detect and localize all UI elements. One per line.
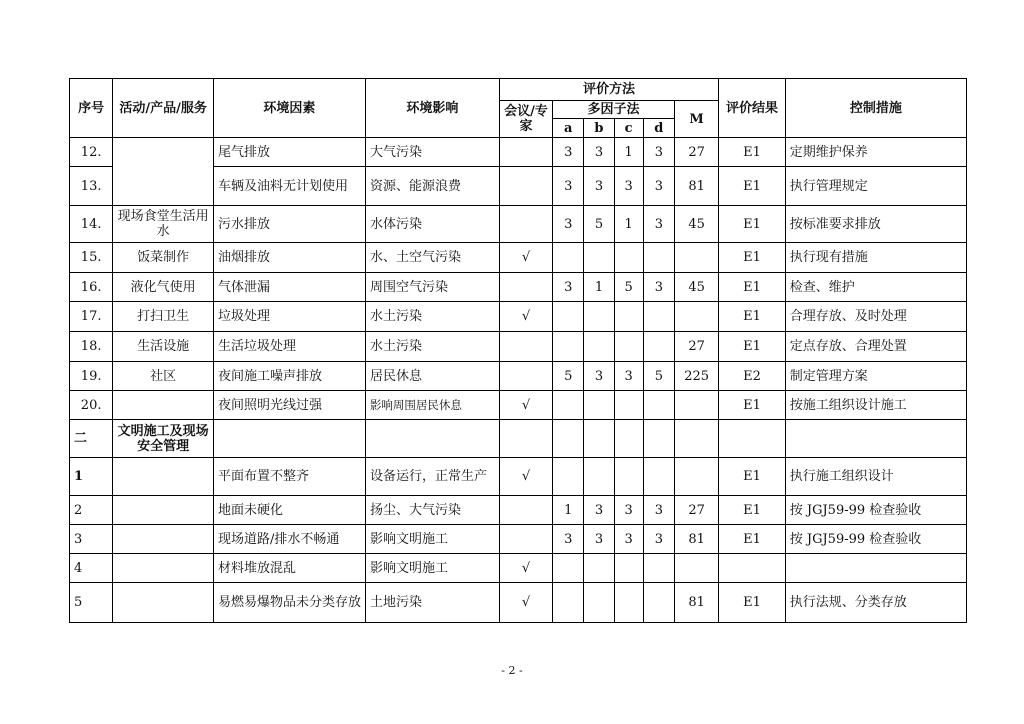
cell-a: 3 — [553, 273, 584, 302]
cell-seq: 16. — [70, 273, 113, 302]
cell-activity: 生活设施 — [113, 332, 214, 362]
cell-factor: 易燃易爆物品未分类存放 — [213, 583, 365, 623]
cell-result: E1 — [719, 206, 785, 243]
cell-meeting — [499, 332, 552, 362]
cell-m — [674, 243, 718, 273]
cell-impact: 水土污染 — [365, 302, 499, 332]
cell-seq: 13. — [70, 167, 113, 206]
header-b: b — [584, 119, 614, 138]
cell-impact: 土地污染 — [365, 583, 499, 623]
cell-control — [785, 554, 966, 583]
cell-d — [643, 583, 674, 623]
cell-factor: 生活垃圾处理 — [213, 332, 365, 362]
cell-activity — [113, 496, 214, 525]
cell-result: E2 — [719, 362, 785, 391]
cell-a — [553, 332, 584, 362]
cell-b — [584, 458, 614, 496]
table-row — [70, 525, 967, 554]
cell-b: 3 — [584, 525, 614, 554]
cell-impact: 影响周围居民休息 — [365, 391, 499, 420]
cell-activity: 现场食堂生活用水 — [113, 206, 214, 243]
cell-seq: 15. — [70, 243, 113, 273]
cell-meeting — [499, 138, 552, 167]
cell-b — [584, 332, 614, 362]
cell-a: 3 — [553, 167, 584, 206]
cell-activity: 液化气使用 — [113, 273, 214, 302]
header-factor: 环境因素 — [213, 79, 365, 138]
cell-control: 定点存放、合理处置 — [785, 332, 966, 362]
cell-activity — [113, 554, 214, 583]
cell-result: E1 — [719, 332, 785, 362]
cell-activity — [113, 138, 214, 206]
header-d: d — [643, 119, 674, 138]
cell-d: 3 — [643, 167, 674, 206]
cell-b — [584, 302, 614, 332]
cell-d — [643, 458, 674, 496]
cell-seq: 3 — [70, 525, 113, 554]
cell-b: 3 — [584, 362, 614, 391]
cell-meeting — [499, 167, 552, 206]
cell-factor: 垃圾处理 — [213, 302, 365, 332]
cell-result: E1 — [719, 273, 785, 302]
cell-meeting — [499, 496, 552, 525]
cell-m — [674, 554, 718, 583]
cell-d — [643, 243, 674, 273]
cell-result — [719, 554, 785, 583]
cell-c — [614, 458, 643, 496]
cell-m: 45 — [674, 206, 718, 243]
cell-c — [614, 332, 643, 362]
cell-a: 3 — [553, 138, 584, 167]
cell-b — [584, 243, 614, 273]
cell-impact: 居民休息 — [365, 362, 499, 391]
cell-factor: 材料堆放混乱 — [213, 554, 365, 583]
cell-activity: 打扫卫生 — [113, 302, 214, 332]
cell-impact: 影响文明施工 — [365, 525, 499, 554]
header-control: 控制措施 — [785, 79, 966, 138]
cell-b: 5 — [584, 206, 614, 243]
header-seq: 序号 — [70, 79, 113, 138]
cell-a — [553, 554, 584, 583]
header-multi: 多因子法 — [553, 101, 675, 119]
cell-m: 81 — [674, 525, 718, 554]
cell-a — [553, 302, 584, 332]
cell-c: 3 — [614, 167, 643, 206]
cell-a — [553, 458, 584, 496]
table-row — [70, 332, 967, 362]
cell-control: 执行管理规定 — [785, 167, 966, 206]
cell-control: 按 JGJ59-99 检查验收 — [785, 525, 966, 554]
table-row — [70, 138, 967, 167]
cell-a: 3 — [553, 206, 584, 243]
cell-result: E1 — [719, 583, 785, 623]
cell-result: E1 — [719, 496, 785, 525]
cell-d: 3 — [643, 206, 674, 243]
cell-m: 27 — [674, 496, 718, 525]
cell-m: 45 — [674, 273, 718, 302]
cell-control: 检查、维护 — [785, 273, 966, 302]
table-row — [70, 391, 967, 420]
cell-meeting: √ — [499, 458, 552, 496]
cell-a: 1 — [553, 496, 584, 525]
cell-result: E1 — [719, 391, 785, 420]
cell-impact: 影响文明施工 — [365, 554, 499, 583]
cell-control: 合理存放、及时处理 — [785, 302, 966, 332]
cell-meeting: √ — [499, 302, 552, 332]
cell-factor: 油烟排放 — [213, 243, 365, 273]
cell-control: 按标准要求排放 — [785, 206, 966, 243]
cell-c — [614, 302, 643, 332]
cell-seq: 4 — [70, 554, 113, 583]
cell-c: 5 — [614, 273, 643, 302]
cell-meeting — [499, 362, 552, 391]
cell-d: 3 — [643, 273, 674, 302]
cell-a: 5 — [553, 362, 584, 391]
cell-seq: 18. — [70, 332, 113, 362]
cell-control: 执行现有措施 — [785, 243, 966, 273]
cell-d: 3 — [643, 496, 674, 525]
section-title: 文明施工及现场安全管理 — [113, 420, 214, 458]
cell-impact: 扬尘、大气污染 — [365, 496, 499, 525]
cell-factor: 平面布置不整齐 — [213, 458, 365, 496]
cell-activity: 饭菜制作 — [113, 243, 214, 273]
cell-c — [614, 554, 643, 583]
cell-meeting: √ — [499, 391, 552, 420]
cell-activity — [113, 583, 214, 623]
cell-result: E1 — [719, 138, 785, 167]
cell-impact: 设备运行，正常生产 — [365, 458, 499, 496]
cell-m — [674, 458, 718, 496]
cell-seq: 19. — [70, 362, 113, 391]
cell-result: E1 — [719, 525, 785, 554]
cell-c: 3 — [614, 525, 643, 554]
cell-a — [553, 583, 584, 623]
cell-seq: 14. — [70, 206, 113, 243]
cell-c: 1 — [614, 206, 643, 243]
cell-factor: 尾气排放 — [213, 138, 365, 167]
cell-activity — [113, 391, 214, 420]
cell-m — [674, 302, 718, 332]
cell-c — [614, 583, 643, 623]
header-row-1 — [70, 79, 967, 101]
header-result: 评价结果 — [719, 79, 785, 138]
cell-control: 定期维护保养 — [785, 138, 966, 167]
cell-impact: 水土污染 — [365, 332, 499, 362]
cell-seq: 20. — [70, 391, 113, 420]
cell-m: 27 — [674, 332, 718, 362]
cell-factor: 现场道路/排水不畅通 — [213, 525, 365, 554]
cell-factor: 夜间照明光线过强 — [213, 391, 365, 420]
cell-d — [643, 554, 674, 583]
cell-impact: 水、土空气污染 — [365, 243, 499, 273]
header-activity: 活动/产品/服务 — [113, 79, 214, 138]
cell-d: 5 — [643, 362, 674, 391]
cell-m: 27 — [674, 138, 718, 167]
cell-a — [553, 391, 584, 420]
cell-d — [643, 302, 674, 332]
cell-c: 1 — [614, 138, 643, 167]
cell-seq: 12. — [70, 138, 113, 167]
cell-b: 3 — [584, 138, 614, 167]
page-number: - 2 - — [501, 664, 523, 677]
cell-impact: 资源、能源浪费 — [365, 167, 499, 206]
cell-d — [643, 391, 674, 420]
cell-meeting — [499, 206, 552, 243]
cell-meeting — [499, 525, 552, 554]
cell-activity — [113, 525, 214, 554]
cell-seq: 5 — [70, 583, 113, 623]
cell-m — [674, 391, 718, 420]
cell-result: E1 — [719, 458, 785, 496]
header-c: c — [614, 119, 643, 138]
header-m: M — [674, 101, 718, 138]
table-row — [70, 273, 967, 302]
cell-c — [614, 243, 643, 273]
cell-factor: 夜间施工噪声排放 — [213, 362, 365, 391]
cell-d: 3 — [643, 525, 674, 554]
cell-meeting: √ — [499, 554, 552, 583]
cell-control: 执行施工组织设计 — [785, 458, 966, 496]
cell-factor: 气体泄漏 — [213, 273, 365, 302]
cell-a — [553, 243, 584, 273]
cell-b: 3 — [584, 167, 614, 206]
table-row — [70, 554, 967, 583]
cell-b — [584, 583, 614, 623]
cell-m: 81 — [674, 583, 718, 623]
cell-result: E1 — [719, 167, 785, 206]
cell-seq: 2 — [70, 496, 113, 525]
cell-a: 3 — [553, 525, 584, 554]
header-method: 评价方法 — [499, 79, 718, 101]
cell-meeting: √ — [499, 243, 552, 273]
cell-c — [614, 391, 643, 420]
cell-c: 3 — [614, 496, 643, 525]
table-row — [70, 243, 967, 273]
cell-factor: 污水排放 — [213, 206, 365, 243]
cell-control: 制定管理方案 — [785, 362, 966, 391]
cell-b: 1 — [584, 273, 614, 302]
table-row — [70, 583, 967, 623]
table-row — [70, 302, 967, 332]
cell-meeting — [499, 273, 552, 302]
cell-b: 3 — [584, 496, 614, 525]
cell-d: 3 — [643, 138, 674, 167]
cell-control: 按施工组织设计施工 — [785, 391, 966, 420]
cell-activity: 社区 — [113, 362, 214, 391]
cell-impact: 大气污染 — [365, 138, 499, 167]
environmental-factor-table — [69, 78, 967, 623]
cell-result: E1 — [719, 302, 785, 332]
header-meeting: 会议/专家 — [499, 101, 552, 138]
cell-m: 225 — [674, 362, 718, 391]
cell-c: 3 — [614, 362, 643, 391]
cell-control: 执行法规、分类存放 — [785, 583, 966, 623]
table-row — [70, 206, 967, 243]
cell-impact: 周围空气污染 — [365, 273, 499, 302]
cell-seq: 17. — [70, 302, 113, 332]
header-a: a — [553, 119, 584, 138]
cell-activity — [113, 458, 214, 496]
cell-b — [584, 554, 614, 583]
cell-m: 81 — [674, 167, 718, 206]
cell-b — [584, 391, 614, 420]
cell-factor: 车辆及油料无计划使用 — [213, 167, 365, 206]
cell-control: 按 JGJ59-99 检查验收 — [785, 496, 966, 525]
cell-impact: 水体污染 — [365, 206, 499, 243]
section-row — [70, 420, 967, 458]
header-impact: 环境影响 — [365, 79, 499, 138]
section-seq: 二 — [70, 420, 113, 458]
cell-factor: 地面未硬化 — [213, 496, 365, 525]
table-row — [70, 496, 967, 525]
table-row — [70, 458, 967, 496]
cell-d — [643, 332, 674, 362]
cell-result: E1 — [719, 243, 785, 273]
cell-seq: 1 — [70, 458, 113, 496]
cell-meeting: √ — [499, 583, 552, 623]
table-row — [70, 362, 967, 391]
